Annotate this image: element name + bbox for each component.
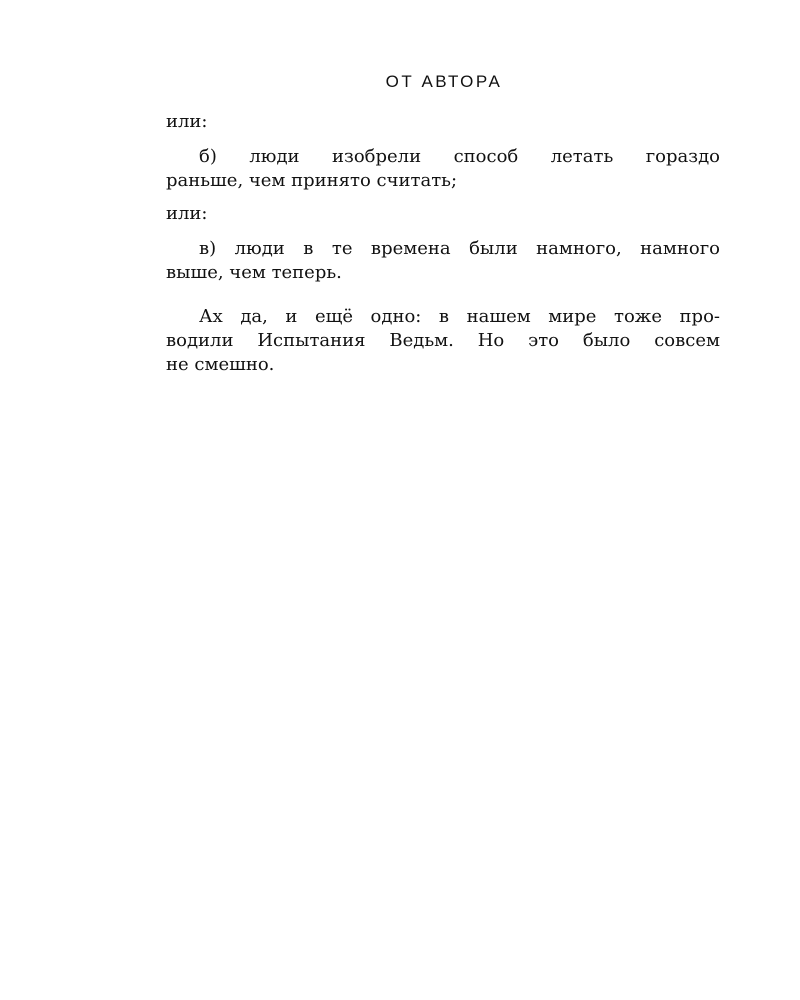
paragraph-option-c — [166, 237, 720, 285]
text-line: б) люди изобрели способ летать гораздо — [199, 146, 720, 167]
text-line: или: — [166, 203, 208, 224]
text-line: или: — [166, 111, 208, 132]
paragraph-or-1 — [166, 110, 720, 134]
running-head: ОТ АВТОРА — [385, 72, 503, 91]
text-line: в) люди в те времена были намного, намного — [199, 238, 720, 259]
text-line: не смешно. — [166, 354, 275, 375]
paragraph-or-2 — [166, 202, 720, 226]
body-text — [166, 110, 720, 377]
text-line: выше, чем теперь. — [166, 262, 342, 283]
paragraph-afterword — [166, 305, 720, 377]
text-line: раньше, чем принято считать; — [166, 170, 458, 191]
paragraph-option-b — [166, 145, 720, 193]
text-line: водили Испытания Ведьм. Но это было совсем — [166, 330, 720, 351]
text-line: Ах да, и ещё одно: в нашем мире тоже про- — [199, 306, 720, 327]
